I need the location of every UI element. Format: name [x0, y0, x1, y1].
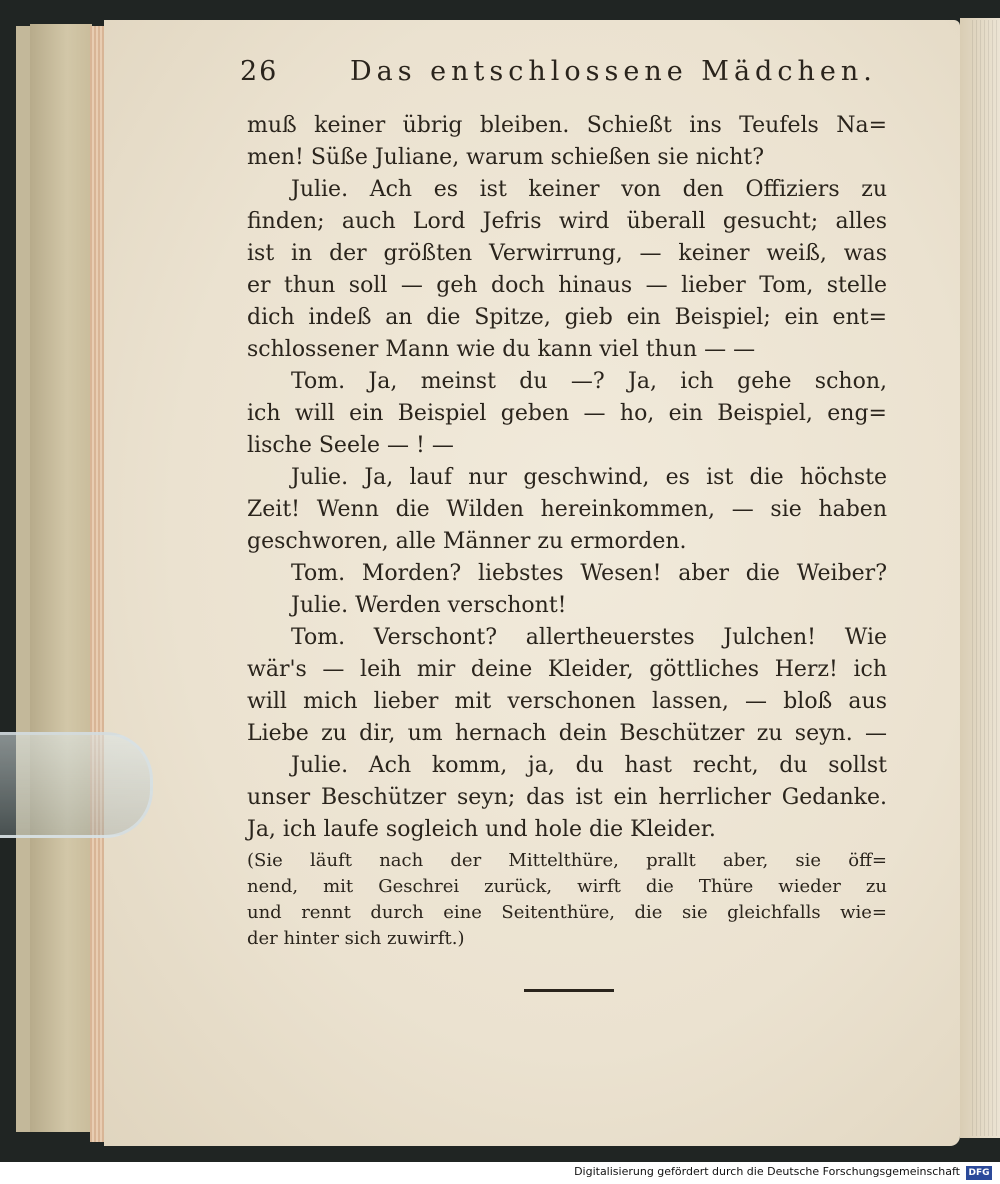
stage-line: und rennt durch eine Seitenthüre, die sie gleichfalls wie= [247, 902, 887, 923]
stage-line: der hinter sich zuwirft.) [247, 928, 465, 949]
text-line: Julie. Ach es ist keiner von den Offiziers zu [291, 177, 887, 202]
text-line: geschworen, alle Männer zu ermorden. [247, 529, 687, 554]
text-line: Liebe zu dir, um hernach dein Beschützer zu seyn. — [247, 721, 887, 746]
footer-credit: Digitalisierung gefördert durch die Deutsche Forschungsgemeinschaft [574, 1165, 960, 1178]
text-line: ist in der größten Verwirrung, — keiner weiß, was [247, 241, 887, 266]
page-header [240, 56, 890, 96]
running-title: Das entschlossene Mädchen. [350, 56, 877, 87]
stage-line: (Sie läuft nach der Mittelthüre, prallt aber, sie öff= [247, 850, 887, 871]
text-line: Zeit! Wenn die Wilden hereinkommen, — sie haben [247, 497, 887, 522]
text-line: Tom. Morden? liebstes Wesen! aber die Weiber? [291, 561, 887, 586]
text-line: Julie. Werden verschont! [291, 593, 567, 618]
dfg-logo-icon: DFG [966, 1166, 992, 1180]
text-line: unser Beschützer seyn; das ist ein herrlicher Gedanke. [247, 785, 887, 810]
text-line: wär's — leih mir deine Kleider, göttliches Herz! ich [247, 657, 887, 682]
page-number: 26 [240, 56, 279, 87]
text-line: men! Süße Juliane, warum schießen sie nicht? [247, 145, 765, 170]
text-line: Julie. Ja, lauf nur geschwind, es ist die höchste [291, 465, 887, 490]
page-holder-clip [0, 732, 153, 838]
footer-bar [0, 1162, 1000, 1184]
text-line: Ja, ich laufe sogleich und hole die Kleider. [247, 817, 716, 842]
text-line: ich will ein Beispiel geben — ho, ein Beispiel, eng= [247, 401, 887, 426]
text-line: Tom. Ja, meinst du —? Ja, ich gehe schon, [291, 369, 887, 394]
text-line: finden; auch Lord Jefris wird überall gesucht; alles [247, 209, 887, 234]
facing-page-texture [972, 20, 1000, 1136]
text-line: will mich lieber mit verschonen lassen, — bloß aus [247, 689, 887, 714]
text-line: muß keiner übrig bleiben. Schießt ins Teufels Na= [247, 113, 887, 138]
stage-line: nend, mit Geschrei zurück, wirft die Thüre wieder zu [247, 876, 887, 897]
text-line: lische Seele — ! — [247, 433, 454, 458]
text-line: schlossener Mann wie du kann viel thun — — [247, 337, 756, 362]
text-line: Tom. Verschont? allertheuerstes Julchen! Wie [291, 625, 887, 650]
text-line: dich indeß an die Spitze, gieb ein Beispiel; ein ent= [247, 305, 887, 330]
text-line: Julie. Ach komm, ja, du hast recht, du sollst [291, 753, 887, 778]
text-line: er thun soll — geh doch hinaus — lieber Tom, stelle [247, 273, 887, 298]
section-divider [524, 989, 614, 992]
book-cover-edge [30, 24, 92, 1132]
